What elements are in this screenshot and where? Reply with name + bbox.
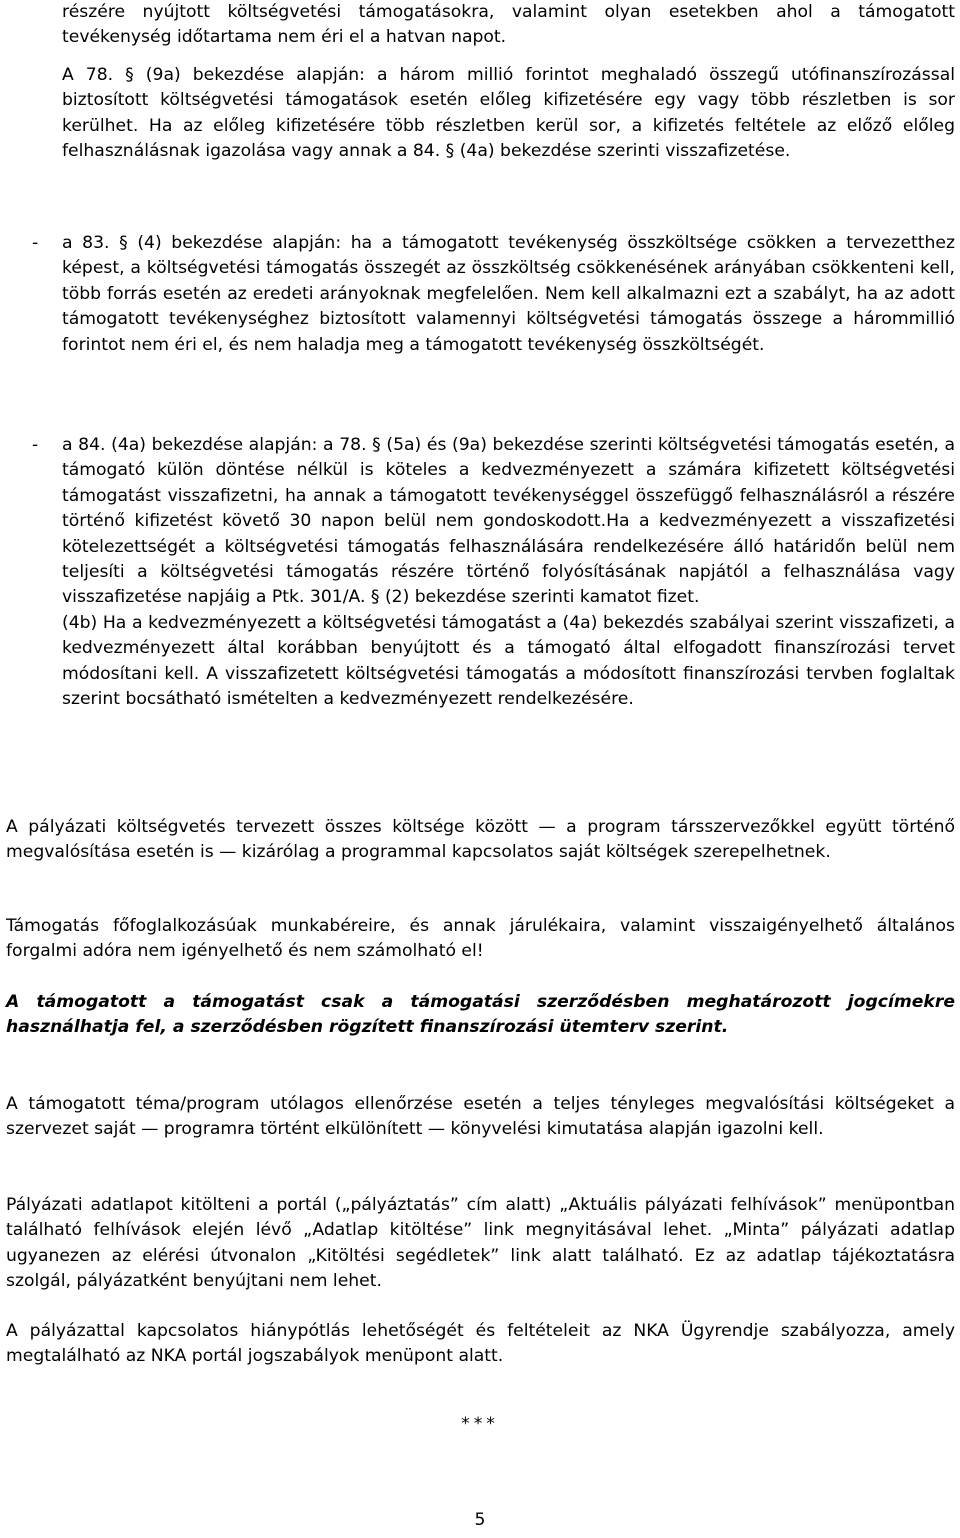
- list-item-text: a 84. (4a) bekezdése alapján: a 78. § (5a) és (9a) bekezdése szerinti költségvetési támogatás esetén, a támogató külön döntése nélkül is köteles a kedvezményezett a számára kifizetett költségvetési támogatást visszafizetni, ha annak a támogatott tevékenységgel összefüggő felhasználásról a részére történő kifizetést követő 30 napon belül nem gondoskodott.Ha a kedvezményezett a visszafizetési kötelezettségét a költségvetési támogatás felhasználására rendelkezésére álló határidőn belül nem teljesíti a költségvetési támogatás részére történő folyósításának napjától a felhasználása vagy visszafizetése napjáig a Ptk. 301/A. § (2) bekezdése szerinti kamatot fizet.: [62, 435, 955, 608]
- paragraph-application-form: Pályázati adatlapot kitölteni a portál („pályáztatás” cím alatt) „Aktuális pályázati felhívások” menüpontban található felhívások elején lévő „Adatlap kitöltése” link megnyitásával lehet. „Minta” pályázati adatlap ugyanezen az elérési útvonalon „Kitöltési segédletek” link alatt található. Ez az adatlap tájékoztatásra szolgál, pályázatként benyújtani nem lehet.: [6, 1195, 955, 1292]
- list-item-83: [6, 231, 955, 358]
- list-item-text-4b: (4b) Ha a kedvezményezett a költségvetési támogatást a (4a) bekezdés szabályai szerint visszafizeti, a kedvezményezett által korábban benyújtott és a támogató által elfogadott finanszírozási tervet módosítani kell. A visszafizetett költségvetési támogatás a módosított finanszírozási tervben foglaltak szerint bocsátható ismételten a kedvezményezett rendelkezésére.: [62, 612, 955, 710]
- paragraph-budget-costs: A pályázati költségvetés tervezett összes költsége között — a program társszervezőkkel együtt történő megvalósítása esetén is — kizárólag a programmal kapcsolatos saját költségek szerepelhetnek.: [6, 817, 955, 863]
- paragraph-contract-usage: A támogatott a támogatást csak a támogatási szerződésben meghatározott jogcímekre használhatja fel, a szerződésben rögzített finanszírozási ütemterv szerint.: [6, 992, 955, 1038]
- section-separator: ***: [461, 1414, 499, 1434]
- page-number: 5: [474, 1510, 486, 1530]
- paragraph-support-restrictions: Támogatás főfoglalkozásúak munkabéreire, és annak járulékaira, valamint visszaigényelhető általános forgalmi adóra nem igényelhető és nem számolható el!: [6, 916, 955, 962]
- paragraph-deficiency: A pályázattal kapcsolatos hiánypótlás lehetőségét és feltételeit az NKA Ügyrendje szabályozza, amely megtalálható az NKA portál jogszabályok menüpont alatt.: [6, 1321, 955, 1367]
- list-dash: -: [32, 233, 39, 253]
- list-item-84: [6, 433, 955, 712]
- list-dash: -: [32, 435, 39, 455]
- paragraph-advance-payment: A 78. § (9a) bekezdése alapján: a három millió forintot meghaladó összegű utófinanszírozással biztosított költségvetési támogatások esetén előleg kifizetésére egy vagy több részletben is sor kerülhet. Ha az előleg kifizetésére több részletben kerül sor, a kifizetés feltétele az előző előleg felhasználásnak igazolása vagy annak a 84. § (4a) bekezdése szerinti visszafizetése.: [62, 65, 955, 162]
- list-item-text: a 83. § (4) bekezdése alapján: ha a támogatott tevékenység összköltsége csökken a tervezetthez képest, a költségvetési támogatás összegét az összköltség csökkenésének arányában csökkenteni kell, több forrás esetén az eredeti arányoknak megfelelően. Nem kell alkalmazni ezt a szabályt, ha az adott támogatott tevékenységhez biztosított valamennyi költségvetési támogatás összege a hárommillió forintot nem éri el, és nem haladja meg a támogatott tevékenység összköltségét.: [62, 233, 955, 355]
- paragraph-verification: A támogatott téma/program utólagos ellenőrzése esetén a teljes tényleges megvalósítási költségeket a szervezet saját — programra történt elkülönített — könyvelési kimutatása alapján igazolni kell.: [6, 1094, 955, 1140]
- paragraph-intro-continuation: részére nyújtott költségvetési támogatásokra, valamint olyan esetekben ahol a támogatott tevékenység időtartama nem éri el a hatvan napot.: [62, 2, 955, 48]
